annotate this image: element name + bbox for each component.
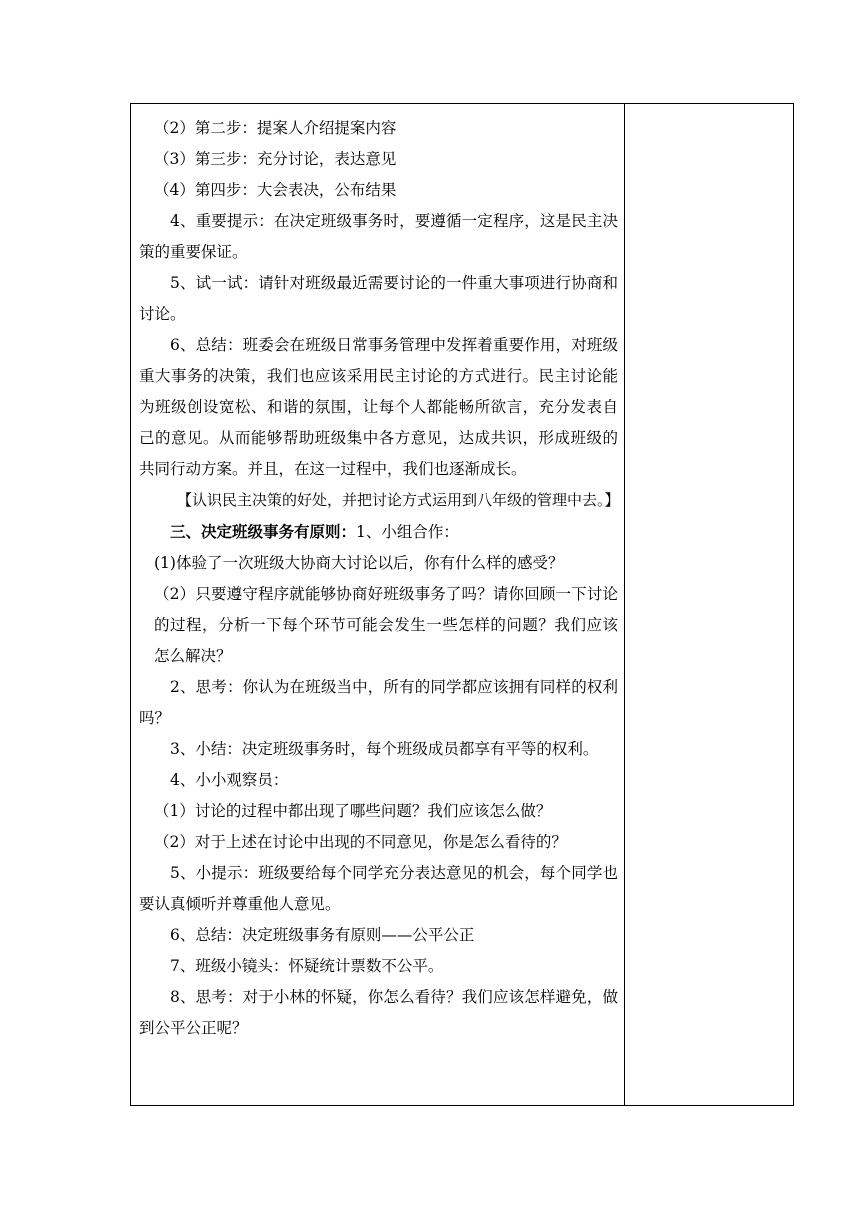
paragraph: 6、总结：决定班级事务有原则——公平公正	[170, 926, 475, 944]
paragraph: 6、总结：班委会在班级日常事务管理中发挥着重要作用，对班级重大事务的决策，我们也应该采用民主讨论的方式进行。民主讨论能为班级创设宽松、和谐的氛围，让每个人都能畅所欲言，充分发表自己的意见。从而能够帮助班级集中各方意见，达成共识，形成班级的共同行动方案。并且，在这一过程中，我们也逐渐成长。	[139, 336, 618, 478]
paragraph: 4、重要提示：在决定班级事务时，要遵循一定程序，这是民主决策的重要保证。	[139, 212, 618, 261]
paragraph: 8、思考：对于小林的怀疑，你怎么看待？我们应该怎样避免，做到公平公正呢？	[139, 988, 618, 1037]
paragraph: （2）对于上述在讨论中出现的不同意见，你是怎么看待的？	[154, 833, 567, 851]
paragraph: 2、思考：你认为在班级当中，所有的同学都应该拥有同样的权利吗？	[139, 678, 618, 727]
paragraph: （3）第三步：充分讨论，表达意见	[154, 150, 397, 168]
paragraph: （1）讨论的过程中都出现了哪些问题？我们应该怎么做？	[154, 802, 552, 820]
section-3-heading-line	[139, 516, 618, 548]
lesson-table	[130, 103, 794, 1106]
paragraph: 3、小结：决定班级事务时，每个班级成员都享有平等的权利。	[170, 740, 599, 758]
paragraph: 5、试一试：请针对班级最近需要讨论的一件重大事项进行协商和讨论。	[139, 274, 618, 323]
content-cell	[131, 104, 625, 1105]
paragraph: 7、班级小镜头：怀疑统计票数不公平。	[170, 957, 444, 975]
paragraph-group-1	[139, 113, 618, 516]
paragraph: （4）第四步：大会表决，公布结果	[154, 181, 397, 199]
paragraph: 5、小提示：班级要给每个同学充分表达意见的机会，每个同学也要认真倾听并尊重他人意见。	[139, 864, 618, 913]
paragraph: （2）只要遵守程序就能够协商好班级事务了吗？请你回顾一下讨论的过程，分析一下每个环节可能会发生一些怎样的问题？我们应该怎么解决？	[154, 585, 618, 665]
paragraph: 4、小小观察员：	[170, 771, 289, 789]
notes-cell	[625, 104, 793, 1105]
section-3-heading: 三、决定班级事务有原则：	[170, 522, 357, 541]
section-3-first-item: 1、小组合作：	[356, 523, 459, 541]
paragraph: 【认识民主决策的好处，并把讨论方式运用到八年级的管理中去。】	[177, 491, 620, 509]
paragraph: (1)体验了一次班级大协商大讨论以后，你有什么样的感受？	[154, 554, 564, 572]
paragraph-group-2	[139, 548, 618, 1044]
paragraph: （2）第二步：提案人介绍提案内容	[154, 119, 397, 137]
